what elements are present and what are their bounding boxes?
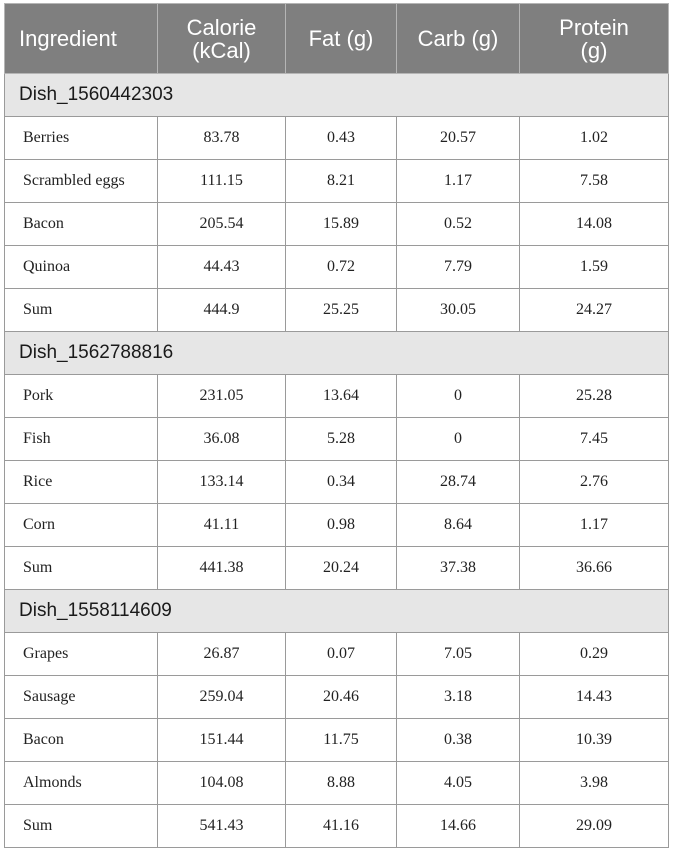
nutrition-table (4, 3, 669, 848)
protein-cell: 7.45 (520, 418, 669, 461)
calorie-cell: 444.9 (158, 289, 286, 332)
fat-cell: 8.88 (286, 762, 397, 805)
header-calorie-line1: Calorie (186, 14, 257, 40)
group-header-row (5, 590, 669, 633)
carb-cell: 0 (397, 375, 520, 418)
protein-cell: 7.58 (520, 160, 669, 203)
calorie-cell: 41.11 (158, 504, 286, 547)
calorie-cell: 205.54 (158, 203, 286, 246)
carb-cell: 7.79 (397, 246, 520, 289)
fat-cell: 8.21 (286, 160, 397, 203)
header-carb: Carb (g) (397, 4, 520, 74)
ingredient-cell: Fish (5, 418, 158, 461)
ingredient-cell: Pork (5, 375, 158, 418)
fat-cell: 20.46 (286, 676, 397, 719)
fat-cell: 5.28 (286, 418, 397, 461)
calorie-cell: 541.43 (158, 805, 286, 848)
calorie-cell: 133.14 (158, 461, 286, 504)
table-row (5, 504, 669, 547)
fat-cell: 20.24 (286, 547, 397, 590)
carb-cell: 8.64 (397, 504, 520, 547)
header-calorie-line2: (kCal) (192, 37, 251, 63)
table-row (5, 719, 669, 762)
fat-cell: 15.89 (286, 203, 397, 246)
group-title: Dish_1558114609 (5, 590, 669, 633)
fat-cell: 25.25 (286, 289, 397, 332)
group-header-row (5, 332, 669, 375)
table-row (5, 762, 669, 805)
carb-cell: 4.05 (397, 762, 520, 805)
group-title: Dish_1562788816 (5, 332, 669, 375)
protein-cell: 25.28 (520, 375, 669, 418)
carb-cell: 0 (397, 418, 520, 461)
table-row (5, 203, 669, 246)
fat-cell: 11.75 (286, 719, 397, 762)
carb-cell: 37.38 (397, 547, 520, 590)
table-row (5, 117, 669, 160)
protein-cell: 14.08 (520, 203, 669, 246)
calorie-cell: 231.05 (158, 375, 286, 418)
fat-cell: 0.43 (286, 117, 397, 160)
header-protein-line2: (g) (580, 37, 608, 63)
calorie-cell: 104.08 (158, 762, 286, 805)
table-row (5, 461, 669, 504)
protein-cell: 1.59 (520, 246, 669, 289)
fat-cell: 0.07 (286, 633, 397, 676)
fat-cell: 0.98 (286, 504, 397, 547)
table-row (5, 160, 669, 203)
carb-cell: 0.38 (397, 719, 520, 762)
group-header-row (5, 74, 669, 117)
protein-cell: 0.29 (520, 633, 669, 676)
carb-cell: 3.18 (397, 676, 520, 719)
ingredient-cell: Grapes (5, 633, 158, 676)
protein-cell: 24.27 (520, 289, 669, 332)
calorie-cell: 151.44 (158, 719, 286, 762)
calorie-cell: 111.15 (158, 160, 286, 203)
carb-cell: 30.05 (397, 289, 520, 332)
header-calorie (158, 4, 286, 74)
header-ingredient: Ingredient (5, 4, 158, 74)
ingredient-cell: Quinoa (5, 246, 158, 289)
protein-cell: 10.39 (520, 719, 669, 762)
ingredient-cell: Berries (5, 117, 158, 160)
carb-cell: 14.66 (397, 805, 520, 848)
header-row (5, 4, 669, 74)
ingredient-cell: Sum (5, 289, 158, 332)
fat-cell: 13.64 (286, 375, 397, 418)
fat-cell: 41.16 (286, 805, 397, 848)
header-protein (520, 4, 669, 74)
table-row (5, 246, 669, 289)
group-title: Dish_1560442303 (5, 74, 669, 117)
calorie-cell: 36.08 (158, 418, 286, 461)
protein-cell: 14.43 (520, 676, 669, 719)
calorie-cell: 83.78 (158, 117, 286, 160)
protein-cell: 1.02 (520, 117, 669, 160)
ingredient-cell: Almonds (5, 762, 158, 805)
fat-cell: 0.34 (286, 461, 397, 504)
protein-cell: 36.66 (520, 547, 669, 590)
protein-cell: 29.09 (520, 805, 669, 848)
protein-cell: 3.98 (520, 762, 669, 805)
carb-cell: 0.52 (397, 203, 520, 246)
carb-cell: 1.17 (397, 160, 520, 203)
carb-cell: 28.74 (397, 461, 520, 504)
fat-cell: 0.72 (286, 246, 397, 289)
ingredient-cell: Sum (5, 805, 158, 848)
ingredient-cell: Scrambled eggs (5, 160, 158, 203)
calorie-cell: 259.04 (158, 676, 286, 719)
ingredient-cell: Bacon (5, 719, 158, 762)
table-header (5, 4, 669, 74)
header-protein-line1: Protein (559, 14, 629, 40)
table-row (5, 633, 669, 676)
ingredient-cell: Sum (5, 547, 158, 590)
carb-cell: 7.05 (397, 633, 520, 676)
sum-row (5, 547, 669, 590)
protein-cell: 2.76 (520, 461, 669, 504)
ingredient-cell: Corn (5, 504, 158, 547)
sum-row (5, 289, 669, 332)
calorie-cell: 441.38 (158, 547, 286, 590)
ingredient-cell: Bacon (5, 203, 158, 246)
table-body (5, 74, 669, 848)
table-row (5, 375, 669, 418)
ingredient-cell: Rice (5, 461, 158, 504)
table-row (5, 676, 669, 719)
calorie-cell: 44.43 (158, 246, 286, 289)
carb-cell: 20.57 (397, 117, 520, 160)
header-fat: Fat (g) (286, 4, 397, 74)
sum-row (5, 805, 669, 848)
calorie-cell: 26.87 (158, 633, 286, 676)
ingredient-cell: Sausage (5, 676, 158, 719)
protein-cell: 1.17 (520, 504, 669, 547)
table-row (5, 418, 669, 461)
